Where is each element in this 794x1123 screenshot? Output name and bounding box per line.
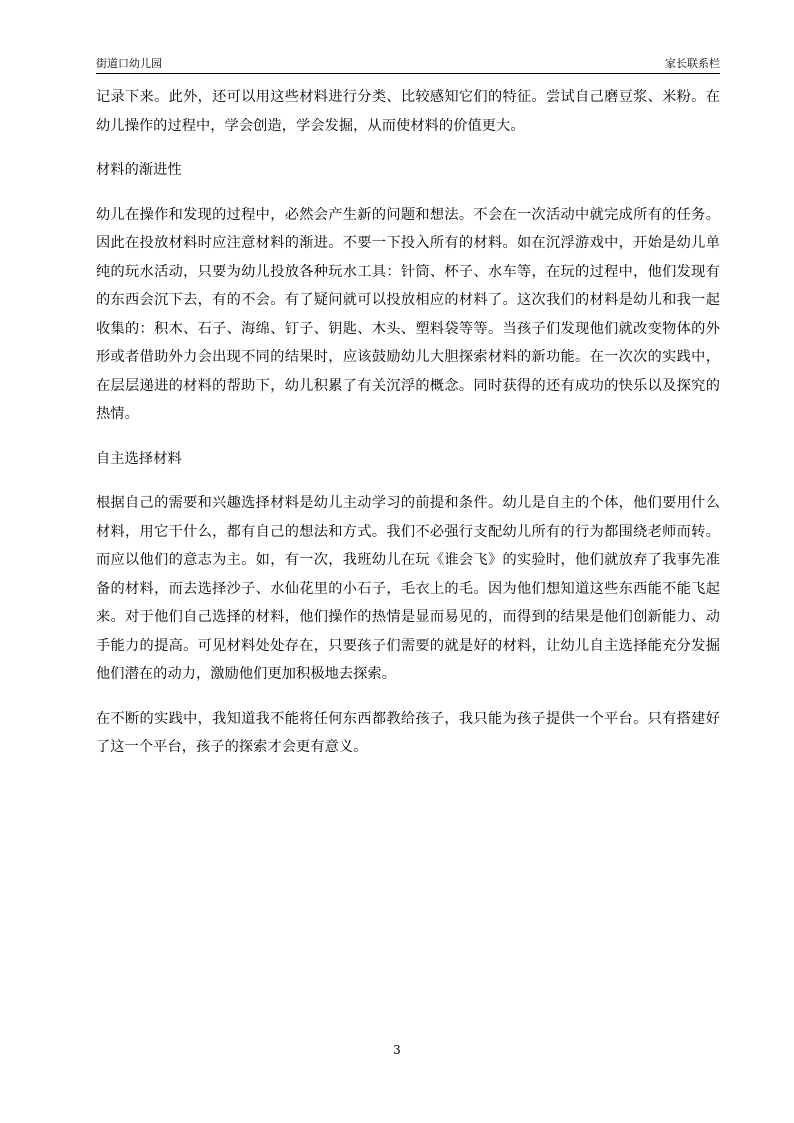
section-heading-progressive-materials: 材料的渐进性 [96, 162, 182, 178]
page-number: 3 [393, 1043, 401, 1057]
paragraph-2: 幼儿在操作和发现的过程中，必然会产生新的问题和想法。不会在一次活动中就完成所有的任务。因此在投放材料时应注意材料的渐进。不要一下投入所有的材料。如在沉浮游戏中，开始是幼儿单纯的玩水活动，只要为幼儿投放各种玩水工具：针筒、杯子、水车等，在玩的过程中，他们发现有的东西会沉下去，有的不会。有了疑问就可以投放相应的材料了。这次我们的材料是幼儿和我一起收集的：积木、石子、海绵、钉子、钥匙、木头、塑料袋等等。当孩子们发现他们就改变物体的外形或者借助外力会出现不同的结果时，应该鼓励幼儿大胆探索材料的新功能。在一次次的实践中，在层层递进的材料的帮助下，幼儿积累了有关沉浮的概念。同时获得的还有成功的快乐以及探究的热情。 [96, 206, 720, 422]
paragraph-4: 在不断的实践中，我知道我不能将任何东西都教给孩子，我只能为孩子提供一个平台。只有搭建好了这一个平台，孩子的探索才会更有意义。 [96, 710, 720, 755]
paragraph-1: 记录下来。此外，还可以用这些材料进行分类、比较感知它们的特征。尝试自己磨豆浆、米粉。在幼儿操作的过程中，学会创造，学会发掘，从而使材料的价值更大。 [96, 89, 720, 134]
header-school-name: 街道口幼儿园 [96, 57, 162, 70]
section-heading-self-selected-materials: 自主选择材料 [96, 450, 182, 467]
paragraph-3: 根据自己的需要和兴趣选择材料是幼儿主动学习的前提和条件。幼儿是自主的个体，他们要用什么材料，用它干什么，都有自己的想法和方式。我们不必强行支配幼儿所有的行为都围绕老师而转。而应以他们的意志为主。如，有一次，我班幼儿在玩《谁会飞》的实验时，他们就放弃了我事先准备的材料，而去选择沙子、水仙花里的小石子，毛衣上的毛。因为他们想知道这些东西能不能飞起来。对于他们自己选择的材料，他们操作的热情是显而易见的，而得到的结果是他们创新能力、动手能力的提高。可见材料处处存在，只要孩子们需要的就是好的材料，让幼儿自主选择能充分发掘他们潜在的动力，激励他们更加积极地去探索。 [96, 495, 720, 682]
page-header [96, 55, 720, 74]
document-body [96, 83, 720, 778]
header-section-title: 家长联系栏 [665, 57, 720, 70]
